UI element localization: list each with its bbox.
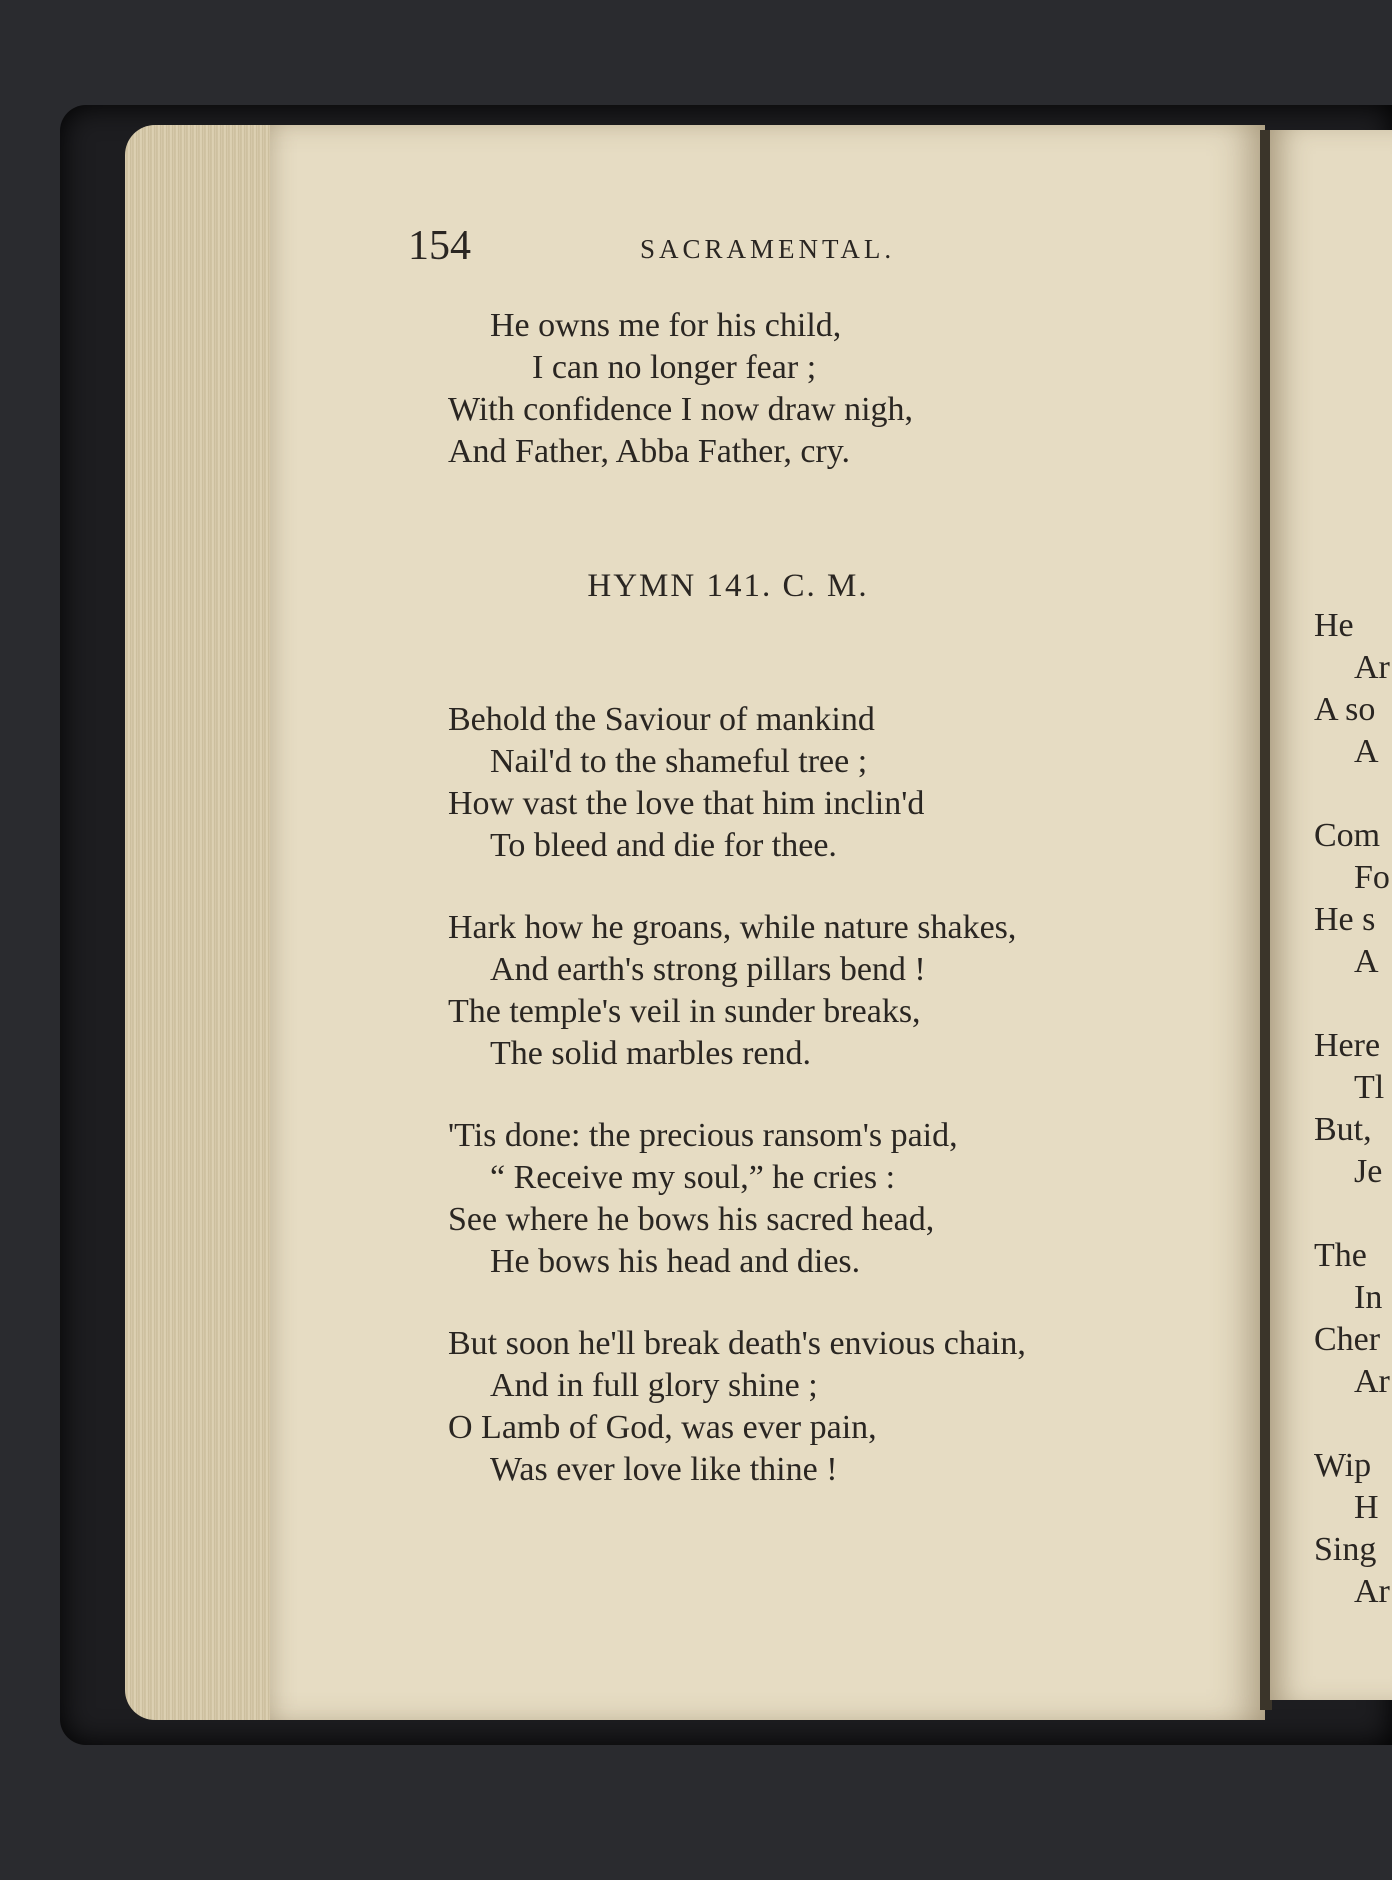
verse-line: Nail'd to the shameful tree ; xyxy=(490,743,868,780)
fragment-line: Wip xyxy=(1314,1447,1372,1484)
fragment-line: Cher xyxy=(1314,1321,1381,1358)
fragment-line: Ar xyxy=(1354,649,1390,686)
verse-line: And in full glory shine ; xyxy=(490,1367,818,1404)
stanza xyxy=(448,699,1228,867)
verse-line: With confidence I now draw nigh, xyxy=(448,391,914,428)
verse-line: The solid marbles rend. xyxy=(490,1035,812,1072)
fragment-line: Je xyxy=(1354,1153,1383,1190)
fragment-line: He s xyxy=(1314,901,1376,938)
verse-line: He owns me for his child, xyxy=(490,307,842,344)
fragment-line: A so xyxy=(1314,691,1376,728)
right-page xyxy=(1270,130,1392,1700)
fragment-line: But, xyxy=(1314,1111,1372,1148)
fragment-line: H xyxy=(1354,1489,1379,1526)
fragment-line: In xyxy=(1354,1279,1383,1316)
fragment-line: Com xyxy=(1314,817,1381,854)
fragment-line: He xyxy=(1314,607,1354,644)
verse-line: How vast the love that him inclin'd xyxy=(448,785,925,822)
verse-line: Was ever love like thine ! xyxy=(490,1451,838,1488)
fragment-line: A xyxy=(1354,943,1379,980)
page-edges xyxy=(125,125,285,1720)
page-number: 154 xyxy=(408,223,471,269)
verse-line: 'Tis done: the precious ransom's paid, xyxy=(448,1117,958,1154)
fragment-line: Ar xyxy=(1354,1363,1390,1400)
stanza xyxy=(448,1115,1228,1283)
verse-line: But soon he'll break death's envious chain, xyxy=(448,1325,1026,1362)
verse-line: He bows his head and dies. xyxy=(490,1243,861,1280)
verse-line: To bleed and die for thee. xyxy=(490,827,837,864)
fragment-line: A xyxy=(1354,733,1379,770)
verse-line: O Lamb of God, was ever pain, xyxy=(448,1409,877,1446)
opening-stanza xyxy=(448,305,1228,473)
running-head: SACRAMENTAL. xyxy=(640,234,896,264)
verse-line: I can no longer fear ; xyxy=(532,349,817,386)
verse-line: And Father, Abba Father, cry. xyxy=(448,433,851,470)
fragment-line: Fo xyxy=(1354,859,1390,896)
verse-line: “ Receive my soul,” he cries : xyxy=(490,1159,896,1196)
fragment-line: Ar xyxy=(1354,1573,1390,1610)
verse-line: The temple's veil in sunder breaks, xyxy=(448,993,921,1030)
stanza xyxy=(448,907,1228,1075)
stanza xyxy=(448,1323,1228,1491)
fragment-line: The xyxy=(1314,1237,1367,1274)
verse-line: And earth's strong pillars bend ! xyxy=(490,951,926,988)
fragment-line: Here xyxy=(1314,1027,1381,1064)
hymn-title: HYMN 141. C. M. xyxy=(587,568,869,604)
fragment-line: Sing xyxy=(1314,1531,1377,1568)
verse-line: Behold the Saviour of mankind xyxy=(448,701,875,738)
fragment-line: Tl xyxy=(1354,1069,1385,1106)
verse-line: See where he bows his sacred head, xyxy=(448,1201,935,1238)
right-page-text xyxy=(1314,605,1390,1613)
left-page-text xyxy=(448,305,1228,1531)
verse-line: Hark how he groans, while nature shakes, xyxy=(448,909,1017,946)
